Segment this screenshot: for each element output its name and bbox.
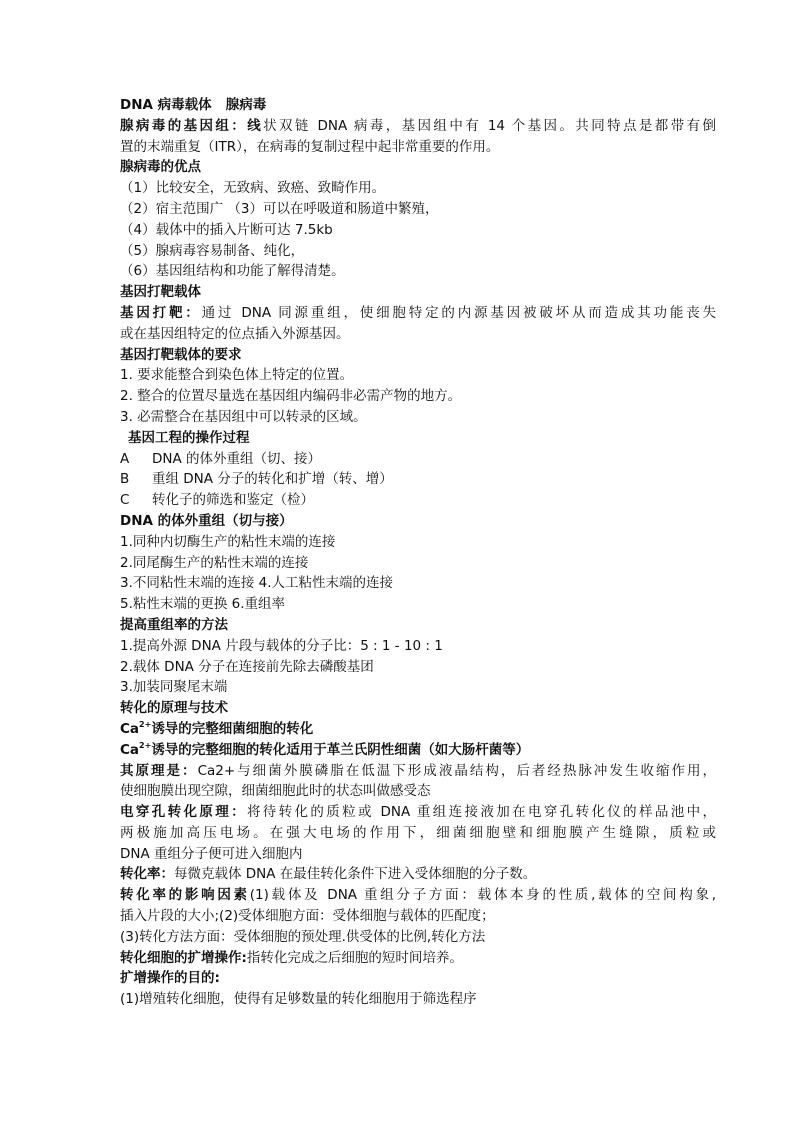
recombination-item: 3.不同粘性末端的连接 4.人工粘性末端的连接 [120,575,394,592]
heading-amplification-purpose: 扩增操作的目的: [120,970,220,987]
process-item [120,469,716,490]
requirement-item: 2. 整合的位置尽量选在基因组内编码非必需产物的地方。 [120,388,462,405]
heading-engineering-process: 基因工程的操作过程 [128,429,250,446]
heading-transformation: 转化的原理与技术 [120,700,228,717]
document-body [120,95,716,1010]
ca-symbol: Ca [120,720,140,737]
ca-applicability-text: 诱导的完整细胞的转化适用于革兰氏阴性细菌（如大肠杆菌等） [151,741,530,758]
process-key: C [120,492,130,509]
recombination-item: 1.同种内切酶生产的粘性末端的连接 [120,533,336,550]
ca-symbol: Ca [120,741,140,758]
heading-ca-applicability [120,740,716,761]
targeting-paragraph-line1 [120,303,716,324]
amplification-label: 转化细胞的扩增操作: [120,949,247,966]
targeting-text-2: 或在基因组特定的位点插入外源基因。 [120,325,350,342]
heading-in-vitro-recombination: DNA 的体外重组（切与接） [120,512,293,529]
process-item [120,449,716,470]
ca-charge: 2+ [139,740,152,750]
heading-gene-targeting-vector: 基因打靶载体 [120,284,201,301]
process-item [120,490,716,511]
heading-targeting-requirements: 基因打靶载体的要求 [120,346,242,363]
purpose-item: (1)增殖转化细胞，使得有足够数量的转化细胞用于筛选程序 [120,991,477,1008]
genome-text-2: 置的末端重复（ITR），在病毒的复制过程中起非常重要的作用。 [120,138,500,155]
ca-heading-text: 诱导的完整细菌细胞的转化 [151,720,314,737]
transformation-rate-text: 每微克载体 DNA 在最佳转化条件下进入受体细胞的分子数。 [174,866,537,883]
factors-text-1: (1)载体及 DNA 重组分子方面：载体本身的性质,载体的空间构象, [249,887,716,904]
electroporation-text-1: 将待转化的质粒或 DNA 重组连接液加在电穿孔转化仪的样品池中， [246,804,717,821]
rate-method-item: 2.载体 DNA 分子在连接前先除去磷酸基团 [120,658,374,675]
advantage-item: （6）基因组结构和功能了解得清楚。 [120,263,345,280]
title-dna-virus-vector: DNA 病毒载体 [120,97,212,113]
factors-line1 [120,885,716,906]
targeting-label: 基因打靶： [120,304,202,321]
recombination-item: 5.粘性末端的更换 6.重组率 [120,596,286,613]
genome-paragraph-line1 [120,116,716,137]
factors-label: 转化率的影响因素 [120,887,250,904]
process-key: B [120,471,130,488]
transformation-rate-line [120,864,716,885]
electroporation-label: 电穿孔转化原理： [120,804,247,821]
ca-charge: 2+ [139,719,152,729]
requirement-item: 1. 要求能整合到染色体上特定的位置。 [120,367,354,384]
title-adenovirus: 腺病毒 [225,97,267,113]
rate-method-item: 3.加装同聚尾末端 [120,679,228,696]
factors-text-2: 插入片段的大小;(2)受体细胞方面：受体细胞与载体的匹配度； [120,908,495,925]
amplification-text: 指转化完成之后细胞的短时间培养。 [246,949,463,966]
amplification-line [120,948,716,969]
electroporation-text-3: DNA 重组分子便可进入细胞内 [120,845,303,862]
advantage-item: （2）宿主范围广 （3）可以在呼吸道和肠道中繁殖， [120,200,439,217]
recombination-item: 2.同尾酶生产的粘性末端的连接 [120,554,309,571]
principle-line1 [120,761,716,782]
principle-text-2: 使细胞膜出现空隙，细菌细胞此时的状态叫做感受态 [120,783,431,800]
targeting-text-1: 通过 DNA 同源重组，使细胞特定的内源基因被破坏从而造成其功能丧失 [201,304,717,321]
heading-ca-induced [120,719,716,740]
genome-text-1: 状双链 DNA 病毒，基因组中有 14 个基因。共同特点是都带有倒 [263,117,716,134]
advantage-item: （5）腺病毒容易制备、纯化， [120,242,305,259]
principle-label: 其原理是： [120,762,198,779]
genome-label: 腺病毒的基因组：线 [120,117,264,134]
heading-advantages: 腺病毒的优点 [120,159,201,176]
requirement-item: 3. 必需整合在基因组中可以转录的区域。 [120,408,367,425]
process-key: A [120,450,130,467]
advantage-item: （4）载体中的插入片断可达 7.5kb [120,221,333,238]
principle-text-1: Ca2+与细菌外膜磷脂在低温下形成液晶结构，后者经热脉冲发生收缩作用， [197,762,716,779]
transformation-rate-label: 转化率： [120,866,174,883]
process-text: 转化子的筛选和鉴定（检） [152,492,314,509]
advantage-item: （1）比较安全，无致病、致癌、致畸作用。 [120,180,386,197]
factors-text-3: (3)转化方法方面：受体细胞的预处理.供受体的比例,转化方法 [120,928,486,945]
doc-title [120,95,716,116]
rate-method-item: 1.提高外源 DNA 片段与载体的分子比：5 : 1 - 10 : 1 [120,637,443,654]
heading-improve-rate: 提高重组率的方法 [120,616,228,633]
electroporation-line1 [120,802,716,823]
electroporation-text-2: 两极施加高压电场。在强大电场的作用下，细菌细胞壁和细胞膜产生缝隙，质粒或 [120,824,716,841]
process-text: 重组 DNA 分子的转化和扩增（转、增） [152,471,393,488]
process-text: DNA 的体外重组（切、接） [152,450,322,467]
